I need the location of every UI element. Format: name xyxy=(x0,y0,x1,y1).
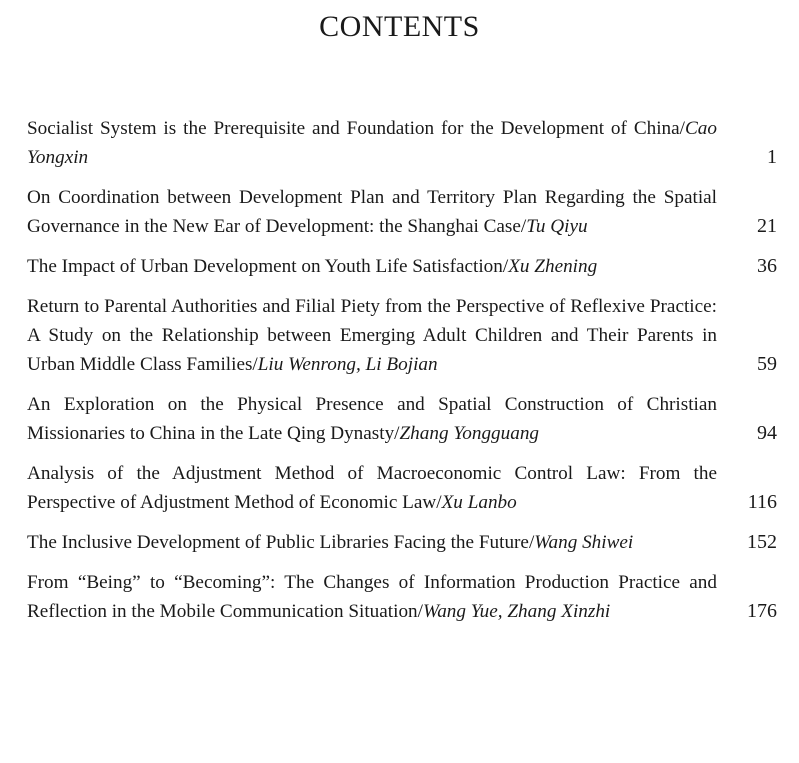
article-author: Zhang Yongguang xyxy=(399,423,540,444)
page-number: 21 xyxy=(757,215,777,237)
page-number: 152 xyxy=(747,531,777,553)
toc-entry-text xyxy=(27,114,717,172)
page-number: 116 xyxy=(747,491,777,513)
toc-entry-text xyxy=(27,183,717,241)
article-title: On Coordination between Development Plan and Territory Plan Regarding the Spatial Governance in the New Ear of Development: the Shanghai Case/ xyxy=(27,187,717,237)
page-number: 94 xyxy=(757,422,777,444)
article-author: Wang Shiwei xyxy=(534,532,634,553)
page-number: 176 xyxy=(747,600,777,622)
toc-entry[interactable] xyxy=(27,528,777,557)
toc-entry[interactable] xyxy=(27,183,777,241)
article-author: Tu Qiyu xyxy=(526,216,588,237)
article-author: Xu Lanbo xyxy=(441,492,517,513)
article-author: Cao Yongxin xyxy=(27,118,717,168)
toc-entry[interactable] xyxy=(27,390,777,448)
toc-entry-text xyxy=(27,292,717,379)
article-title: An Exploration on the Physical Presence and Spatial Construction of Christian Missionaries to China in the Late Qing Dynasty/ xyxy=(27,394,717,444)
toc-entry[interactable] xyxy=(27,252,777,281)
table-of-contents xyxy=(27,114,777,637)
toc-entry-text xyxy=(27,568,717,626)
toc-entry-text xyxy=(27,390,717,448)
toc-entry-text xyxy=(27,459,717,517)
article-title: Analysis of the Adjustment Method of Macroeconomic Control Law: From the Perspective of Adjustment Method of Economic Law/ xyxy=(27,463,717,513)
toc-entry-text xyxy=(27,252,717,281)
toc-entry[interactable] xyxy=(27,114,777,172)
article-title: The Impact of Urban Development on Youth Life Satisfaction/ xyxy=(27,256,509,277)
page-number: 1 xyxy=(767,146,777,168)
article-title: From “Being” to “Becoming”: The Changes of Information Production Practice and Reflection in the Mobile Communication Situation/ xyxy=(27,572,717,622)
page-title: CONTENTS xyxy=(319,10,480,43)
toc-entry[interactable] xyxy=(27,568,777,626)
article-title: Socialist System is the Prerequisite and Foundation for the Development of China/ xyxy=(27,118,685,139)
article-title: Return to Parental Authorities and Filial Piety from the Perspective of Reflexive Practice: A Study on the Relationship between Emerging Adult Children and Their Parents in Urban Middle Class Families/ xyxy=(27,296,717,375)
toc-entry[interactable] xyxy=(27,292,777,379)
article-author: Xu Zhening xyxy=(508,256,598,277)
article-author: Liu Wenrong, Li Bojian xyxy=(257,354,438,375)
toc-entry[interactable] xyxy=(27,459,777,517)
page-number: 59 xyxy=(757,353,777,375)
toc-entry-text xyxy=(27,528,717,557)
article-title: The Inclusive Development of Public Libraries Facing the Future/ xyxy=(27,532,535,553)
page-number: 36 xyxy=(757,255,777,277)
article-author: Wang Yue, Zhang Xinzhi xyxy=(422,601,611,622)
